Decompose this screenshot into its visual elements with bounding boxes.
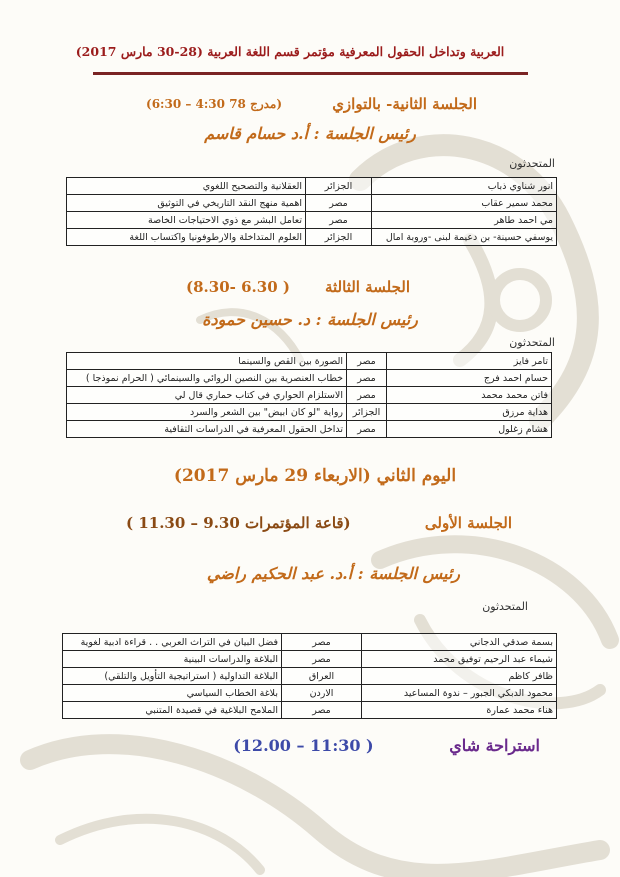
session3-chair: رئيس الجلسة : د. حسين حمودة (202, 310, 418, 329)
speaker-country: مصر (347, 353, 387, 370)
speaker-name: فاتن محمد محمد (387, 387, 552, 404)
speaker-name: مي احمد طاهر (372, 212, 557, 229)
speaker-name: ظافر كاظم (362, 668, 557, 685)
speaker-name: محمود الدبكي الجبور – ندوة المساعيد (362, 685, 557, 702)
speaker-country: مصر (282, 651, 362, 668)
speaker-country: مصر (347, 421, 387, 438)
speaker-topic: تداخل الحقول المعرفية في الدراسات الثقافية (67, 421, 347, 438)
session3-title: الجلسة الثالثة (324, 278, 410, 296)
tea-break-time: ( 11:30 – 12.00) (233, 736, 374, 755)
speaker-topic: البلاغة التداولية ( استراتيجية التأويل والتلقي) (63, 668, 282, 685)
speaker-name: هداية مرزق (387, 404, 552, 421)
speaker-country: الجزائر (306, 178, 372, 195)
session2-room-time: (مدرج 78 4:30 – 6:30) (146, 97, 283, 111)
table-row (63, 702, 557, 719)
session2-chair: رئيس الجلسة : أ.د حسام قاسم (204, 124, 416, 143)
table-row (67, 353, 552, 370)
table-row (67, 195, 557, 212)
table-row (67, 212, 557, 229)
table-row (63, 668, 557, 685)
speaker-country: الجزائر (306, 229, 372, 246)
day2-session1-room-time: (قاعة المؤتمرات 9.30 – 11.30 ) (126, 514, 351, 532)
speaker-country: الاردن (282, 685, 362, 702)
speaker-topic: تعامل البشر مع ذوي الاحتياجات الخاصة (67, 212, 306, 229)
table-row (63, 634, 557, 651)
speaker-topic: العلوم المتداخلة والارطوفونيا واكتساب اللغة (67, 229, 306, 246)
speaker-name: يوسفي حسينة- بن دعيمة لبنى -وروبة امال (372, 229, 557, 246)
tea-break-label: استراحة شاي (449, 736, 540, 755)
speaker-name: شيماء عبد الرحيم توفيق محمد (362, 651, 557, 668)
table-row (67, 370, 552, 387)
speaker-country: مصر (282, 634, 362, 651)
session2-speakers-label: المتحدثون (509, 157, 555, 170)
page-header-title: العربية وتداخل الحقول المعرفية مؤتمر قسم اللغة العربية (28-30 مارس 2017) (75, 44, 505, 59)
speaker-topic: فضل البيان في التراث العربي . . قراءة ادبية لغوية (63, 634, 282, 651)
table-row (67, 229, 557, 246)
speaker-topic: العقلانية والتصحيح اللغوي (67, 178, 306, 195)
day2-session1-chair: رئيس الجلسة : أ.د. عبد الحكيم راضي (206, 564, 460, 583)
speaker-topic: الصورة بين القص والسينما (67, 353, 347, 370)
speaker-name: هشام زغلول (387, 421, 552, 438)
header-divider (93, 72, 528, 75)
table-row (63, 685, 557, 702)
session3-speakers-label: المتحدثون (509, 336, 555, 349)
speaker-topic: البلاغة والدراسات البينية (63, 651, 282, 668)
session3-time: ( 6.30 -8.30) (186, 278, 290, 296)
speaker-name: بسمة صدقي الدجاني (362, 634, 557, 651)
speaker-topic: خطاب العنصرية بين النصين الروائي والسينمائي ( الحرام نموذجا ) (67, 370, 347, 387)
day2-title: اليوم الثاني (الاربعاء 29 مارس 2017) (173, 466, 457, 486)
table-row (67, 404, 552, 421)
session2-table (66, 177, 557, 246)
session3-table (66, 352, 552, 438)
day2-session1-title: الجلسة الأولى (424, 514, 512, 532)
speaker-topic: الاستلزام الحواري في كتاب حماري قال لي (67, 387, 347, 404)
speaker-country: مصر (347, 387, 387, 404)
day2-session1-speakers-label: المتحدثون (482, 600, 528, 613)
table-row (67, 178, 557, 195)
speaker-name: محمد سمير عقاب (372, 195, 557, 212)
speaker-name: حسام احمد فرج (387, 370, 552, 387)
speaker-country: العراق (282, 668, 362, 685)
speaker-topic: الملامح البلاغية في قصيدة المتنبي (63, 702, 282, 719)
table-row (67, 387, 552, 404)
day2-session1-table (62, 633, 557, 719)
table-row (67, 421, 552, 438)
speaker-country: مصر (347, 370, 387, 387)
speaker-country: مصر (306, 212, 372, 229)
speaker-name: انور شناوي ذباب (372, 178, 557, 195)
speaker-country: مصر (306, 195, 372, 212)
speaker-topic: اهمية منهج النقد التاريخي في التوثيق (67, 195, 306, 212)
speaker-topic: بلاغة الخطاب السياسي (63, 685, 282, 702)
speaker-topic: رواية "لو كان ابيض" بين الشعر والسرد (67, 404, 347, 421)
speaker-name: تامر فايز (387, 353, 552, 370)
speaker-country: مصر (282, 702, 362, 719)
table-row (63, 651, 557, 668)
tea-break (140, 736, 540, 755)
session2-title: الجلسة الثانية- بالتوازي (332, 95, 477, 113)
speaker-name: هناء محمد عمارة (362, 702, 557, 719)
speaker-country: الجزائر (347, 404, 387, 421)
